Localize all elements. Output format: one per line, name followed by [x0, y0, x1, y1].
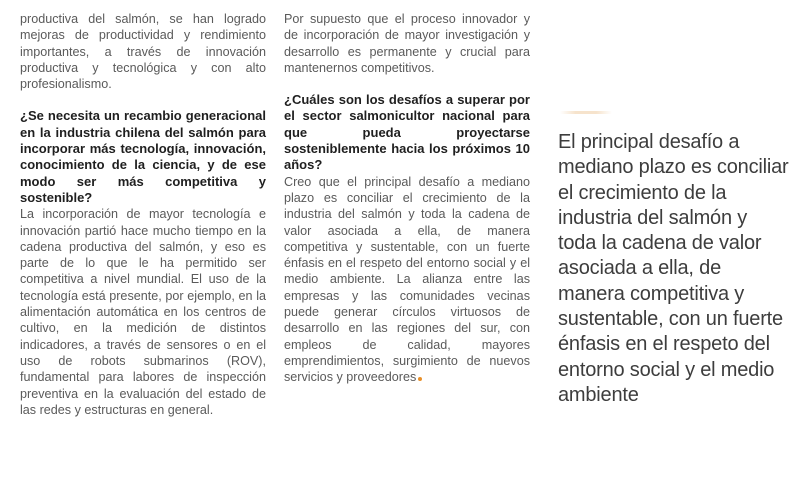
interview-answer: La incorporación de mayor tecnología e innovación partió hace mucho tiempo en la cadena productiva del salmón, y eso es parte de lo que le ha permitido ser competitiva a nivel mundial. El uso de la tecnología está presente, por ejemplo, en la alimentación automática en los centros de cultivo, en la medición de distintos indicadores, a través de sensores o en el uso de robots submarinos (ROV), fundamental para labores de inspección preventiva en la evaluación del estado de las redes y estructuras en general. — [20, 207, 266, 417]
interview-question: ¿Cuáles son los desafíos a superar por el sector salmonicultor nacional para que pueda proyectarse sosteniblemente hacia los próximos 10 años? — [284, 92, 530, 173]
paragraph-intro: productiva del salmón, se han logrado mejoras de productividad y rendimiento importantes, a través de innovación productiva y tecnológica y con alto profesionalismo. — [20, 12, 266, 92]
article-column-2 — [284, 11, 530, 386]
interview-answer — [284, 174, 530, 386]
pullquote: El principal desafío a mediano plazo es conciliar el crecimiento de la industria del salmón y toda la cadena de valor asociada a ella, de manera competitiva y sustentable, con un fuerte énfasis en el respeto del entorno social y el medio ambiente — [558, 131, 789, 406]
article-column-1 — [20, 11, 266, 418]
answer-text: Creo que el principal desafío a mediano plazo es conciliar el crecimiento de la industria del salmón y toda la cadena de valor asociada a ella, de manera competitiva y sustentable, con un fuerte énfasis en el respeto del entorno social y el medio ambiente. La alianza entre las empresas y las comunidades vecinas puede generar círculos virtuosos de desarrollo en las regiones del sur, con empleos de calidad, mayores emprendimientos, surgimiento de nuevos servicios y proveedores — [284, 174, 530, 385]
interview-question: ¿Se necesita un recambio generacional en la industria chilena del salmón para incorporar más tecnología, innovación, conocimiento de la ciencia, y de ese modo ser más competitiva y sostenible? — [20, 108, 266, 205]
end-of-article-dot — [418, 377, 422, 381]
paragraph-intro: Por supuesto que el proceso innovador y de incorporación de mayor investigación y desarrollo es permanente y crucial para mantenernos competitivos. — [284, 12, 530, 75]
pullquote-accent-line — [560, 111, 612, 114]
